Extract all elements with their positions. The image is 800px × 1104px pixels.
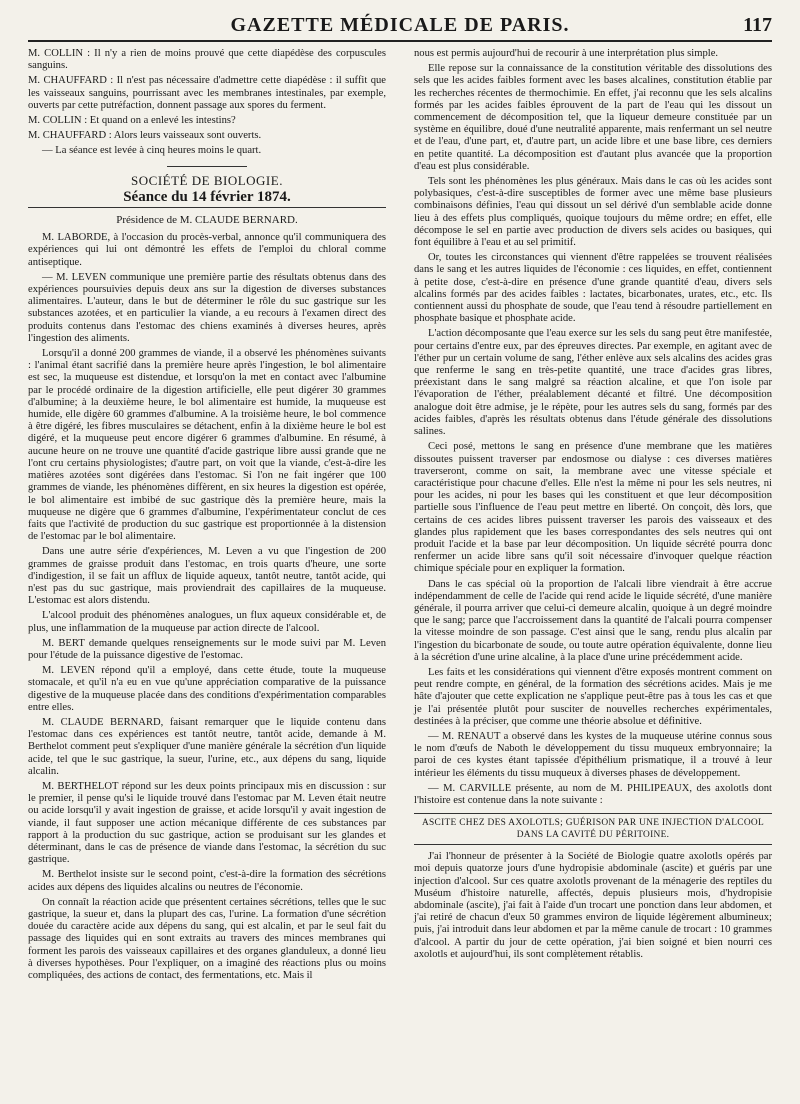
paragraph: M. Berthelot insiste sur le second point, c'est-à-dire la formation des sécrétions acides aux dépens des liquides alcalins ou neutres de l'économie. [28,869,386,893]
paragraph: Les faits et les considérations qui viennent d'être exposés montrent comment on peut rendre compte, en général, de la formation des sécrétions acides. Mais je me hâte d'ajouter que cette explication ne s'applique peut-être pas à tous les cas et que je l'ai présentée plutôt pour susciter de nouvelles recherches expérimentales, destinées à la préciser, que comme une théorie absolue et définitive. [414,666,772,727]
paragraph: — M. LEVEN communique une première partie des résultats obtenus dans des expériences poursuivies depuis deux ans sur la digestion de diverses substances alimentaires. L'auteur, dans le but de déterminer le rôle du suc gastrique sur les substances azotées, et en particulier la viande, a eu recours à l'examen direct des produits contenus dans l'estomac des chiens examinés à diverses heures, après l'ingestion des aliments. [28,271,386,344]
paragraph: Tels sont les phénomènes les plus généraux. Mais dans le cas où les acides sont polybasiques, c'est-à-dire susceptibles de former avec une même base plusieurs combinaisons définies, l'eau qui dissout un sel dérivé d'un semblable acide donne lieu à des effets plus compliqués, quoique toujours du même ordre; en effet, elle décompose le sel en partie avec production de divers sels acides ou basiques, qui font équilibre à l'eau et au sel primitif. [414,176,772,249]
journal-title: GAZETTE MÉDICALE DE PARIS. [230,14,570,36]
paragraph: — M. CARVILLE présente, au nom de M. PHILIPEAUX, des axolotls dont l'histoire est contenue dans la note suivante : [414,782,772,806]
paragraph: J'ai l'honneur de présenter à la Société de Biologie quatre axolotls opérés par moi depuis quatorze jours d'une hydropisie abdominale (ascite) et guéris par une injection d'alcool. Sur ces quatre axolotls provenant de la ménagerie des reptiles du Muséum d'histoire naturelle, affectés, depuis plusieurs mois, d'hydropisie abdominale (ascite), j'ai fait à l'aide d'un trocart une ponction dans leur abdomen, et j'ai retiré de chacun d'eux 50 grammes environ de liquide légèrement albumineux; puis, j'ai introduit dans leur abdomen et par la même canule de trocart : 10 grammes d'alcool. A partir du jour de cette opération, j'ai bien soigné et bien nourri ces axolotls et aujourd'hui, ils sont complètement rétablis. [414,851,772,960]
paragraph: On connaît la réaction acide que présentent certaines sécrétions, telles que le suc gastrique, la sueur et, dans la plupart des cas, l'urine. La formation d'une sécrétion douée du caractère acide aux dépens du sang, qui est alcalin, et par le seul fait du passage des liquides qui en sont extraits au travers des minces membranes qui forment les parois des vaisseaux capillaires et des organes glanduleux, a donné lieu à diverses hypothèses. Pour l'expliquer, on a imaginé des réactions plus ou moins compliquées, des actions de contact, des fermentations, etc. Mais il [28,896,386,982]
paragraph: M. BERT demande quelques renseignements sur le mode suivi par M. Leven pour l'étude de la puissance digestive de l'estomac. [28,637,386,661]
presidency-line: Présidence de M. CLAUDE BERNARD. [116,214,298,227]
paragraph: M. LABORDE, à l'occasion du procès-verbal, annonce qu'il communiquera des expériences qui lui ont démontré les effets de l'emploi du chloral comme antiseptique. [28,232,386,268]
paragraph: Dans le cas spécial où la proportion de l'alcali libre viendrait à être accrue indépendamment de celle de l'acide qui rend acide le liquide sécrété, d'une manière générale, il pourra arriver que celui-ci demeure alcalin, quoique à un degré moindre que le sang; parce que l'accroissement dans la quantité de l'alcali pourra compenser la vitesse moindre de son passage. C'est ainsi que le sang, rendu plus alcalin par l'ingestion du bicarbonate de soude, ou toute autre opération équivalente, donne lieu à la sécrétion d'une urine alcaline, à la place d'une urine précédemment acide. [414,578,772,663]
paragraph: nous est permis aujourd'hui de recourir à une interprétation plus simple. [414,48,719,59]
paragraph: Dans une autre série d'expériences, M. Leven a vu que l'ingestion de 200 grammes de graisse produit dans l'estomac, en trois quarts d'heure, une sorte d'indigestion, il se fait un afflux de liquide aqueux, tantôt neutre, tantôt acide, qui n'est pas du suc gastrique, mais proviendrait des capillaires de la muqueuse. L'estomac est alors distendu. [28,546,386,607]
paragraph: M. CLAUDE BERNARD, faisant remarquer que le liquide contenu dans l'estomac dans ces expériences est tantôt neutre, tantôt acide, demande à M. Berthelot comment peut s'expliquer d'une manière générale la sécrétion d'un liquide acide, tel que le suc gastrique, la sueur, l'urine, etc., aux dépens du sang, liquide alcalin. [28,716,386,777]
paragraph: — La séance est levée à cinq heures moins le quart. [42,145,262,157]
paragraph: M. BERTHELOT répond sur les deux points principaux mis en discussion : sur le premier, il pense qu'si le liquide trouvé dans l'estomac par M. Leven était neutre ou acide lorsqu'il y avait ingestion de graisse, et acide lorsqu'il y avait ingestion de viande, il faut supposer une action mécanique différente de ces substances par rapport à la production du suc gastrique, action se produisant sur les glandes et déterminant, dans le cas de présence de viande dans l'estomac, la sécrétion du suc gastrique. [28,780,386,866]
paragraph: M. LEVEN répond qu'il a employé, dans cette étude, toute la muqueuse stomacale, et qu'il n'a eu en vue qu'une appréciation comparative de la puissance digestive de la muqueuse placée dans des conditions d'expérimentation comparables entre elles. [28,665,386,713]
two-column-body [28,48,772,985]
section-title: SOCIÉTÉ DE BIOLOGIE. [131,172,283,188]
page-number: 117 [743,14,772,36]
left-column [28,48,386,985]
running-header [28,10,772,42]
paragraph: L'alcool produit des phénomènes analogues, un flux aqueux considérable et, de plus, une inflammation de la muqueuse par action directe de l'alcool. [28,610,386,634]
paragraph: — M. RENAUT a observé dans les kystes de la muqueuse utérine connus sous le nom d'œufs de Naboth le développement du tissu muqueux embryonnaire; la paroi de ces kystes étant tapissée d'épithélium prismatique, il a trouvé à leur intérieur les éléments du tissu muqueux à diverses phases de développement. [414,730,772,779]
divider [167,166,247,167]
paragraph: M. CHAUFFARD : Alors leurs vaisseaux sont ouverts. [28,130,262,142]
paragraph: M. CHAUFFARD : Il n'est pas nécessaire d'admettre cette diapédèse : il suffit que les vaisseaux sanguins, pourrissant avec les membranes intestinales, par exemple, ouverts par cette putréfaction, donnent passage aux spores du ferment. [28,75,386,111]
paragraph: M. COLLIN : Et quand on a enlevé les intestins? [28,115,236,127]
paragraph: Ceci posé, mettons le sang en présence d'une membrane que les matières dissoutes puissent traverser par endosmose ou dialyse : ces diverses matières traverseront, comme on sait, la membrane avec une vitesse spéciale et caractéristique pour chacune d'elles. Elle n'est la même ni pour les sels neutres, ni pour les acides, ni pour les bases qui les constituent et que leur décomposition partielle sous l'influence de l'eau peut mettre en liberté. On conçoit, dès lors, que certains de ces acides libres puissent traverser les parois des vaisseaux et des glandes plus rapidement que les bases correspondantes des sels neutres qui ont produit l'acide et la base par leur décomposition. Un liquide sécrété pourra donc renfermer un acide libre sans qu'il soit nécessaire d'invoquer quelque réaction chimique spéciale pour en expliquer la formation. [414,441,772,575]
paragraph: Elle repose sur la connaissance de la constitution véritable des dissolutions des sels que les acides faibles forment avec les bases alcalines, constitution établie par les recherches récentes de thermochimie. En effet, j'ai reconnu que les sels alcalins formés par les acides faibles éprouvent de la part de l'eau qui les dissout un commencement de décomposition tel, que la liqueur demeure constituée par un système en équilibre, doué d'une neutralité apparente, mais renfermant un sel neutre et de l'eau, d'une part, et, d'autre part, un acide libre et une base libre, ces derniers en petite quantité. La décomposition est d'autant plus avancée que la proportion d'eau est plus considérable. [414,63,772,172]
paragraph: Lorsqu'il a donné 200 grammes de viande, il a observé les phénomènes suivants : l'animal étant sacrifié dans la première heure après l'ingestion, le bol alimentaire est sec, la muqueuse est distendue, et lorsqu'on la met en contact avec l'albumine par le procédé ordinaire de la digestion artificielle, elle peut digérer 30 grammes d'albumine; à la deuxième heure, le bol alimentaire est humide, la muqueuse est humide, elle digère 60 grammes d'albumine. A la troisième heure, le bol commence à être digéré, les fibres musculaires se détachent, enfin à la dixième heure le bol est digéré, et la muqueuse peut encore digérer 6 grammes d'albumine. En résumé, à aucune heure on ne trouve une quantité d'acide gastrique libre aussi grande que ne l'ont cru certains physiologistes; d'autre part, on voit que la viande, c'est-à-dire les matières azotées sont digérées dans l'estomac. Si l'on ne fait ingérer que 100 grammes de viande, les phénomènes diffèrent, en six heures la digestion est opérée, le bol alimentaire est imbibé de suc gastrique dès la première heure, mais la muqueuse ne digère que 6 grammes d'albumine, l'expérimentateur conclut de ces faits que l'activité de production du suc gastrique est proportionnée à la distension de l'estomac par le bol alimentaire. [28,348,386,543]
note-heading: ASCITE CHEZ DES AXOLOTLS; GUÉRISON PAR UNE INJECTION D'ALCOOL DANS LA CAVITÉ DU PÉRITOINE. [414,813,772,845]
session-date-heading: Séance du 14 février 1874. [28,191,386,208]
paragraph: M. COLLIN : Il n'y a rien de moins prouvé que cette diapédèse des corpuscules sanguins. [28,48,386,72]
right-column [414,48,772,985]
paragraph: L'action décomposante que l'eau exerce sur les sels du sang peut être manifestée, pour certains d'entre eux, par des épreuves directes. Par exemple, en agitant avec de l'éther pur un certain volume de sang, l'éther enlève aux sels alcalins des acides gras que renferme le sang en très-petite quantité, une trace d'acides gras libres, préexistant dans le sang malgré sa réaction alcaline, et que l'on isole par l'évaporation de l'éther, préalablement décanté et filtré. Une décomposition analogue doit être admise, je le répète, pour les autres sels du sang, formés par des acides faibles, d'après les résultats obtenus dans l'étude générale des dissolutions salines. [414,328,772,438]
paragraph: Or, toutes les circonstances qui viennent d'être rappelées se trouvent réalisées dans le sang et les autres liquides de l'économie : ces liquides, en effet, contiennent à petite dose, c'est-à-dire en présence d'une grande quantité d'eau, divers sels alcalins formés par des acides faibles : lactates, bicarbonates, urates, etc., etc. Ils contiennent aussi du phosphate de soude, que l'eau tend à résoudre partiellement en phosphate basique et phosphate acide. [414,252,772,325]
